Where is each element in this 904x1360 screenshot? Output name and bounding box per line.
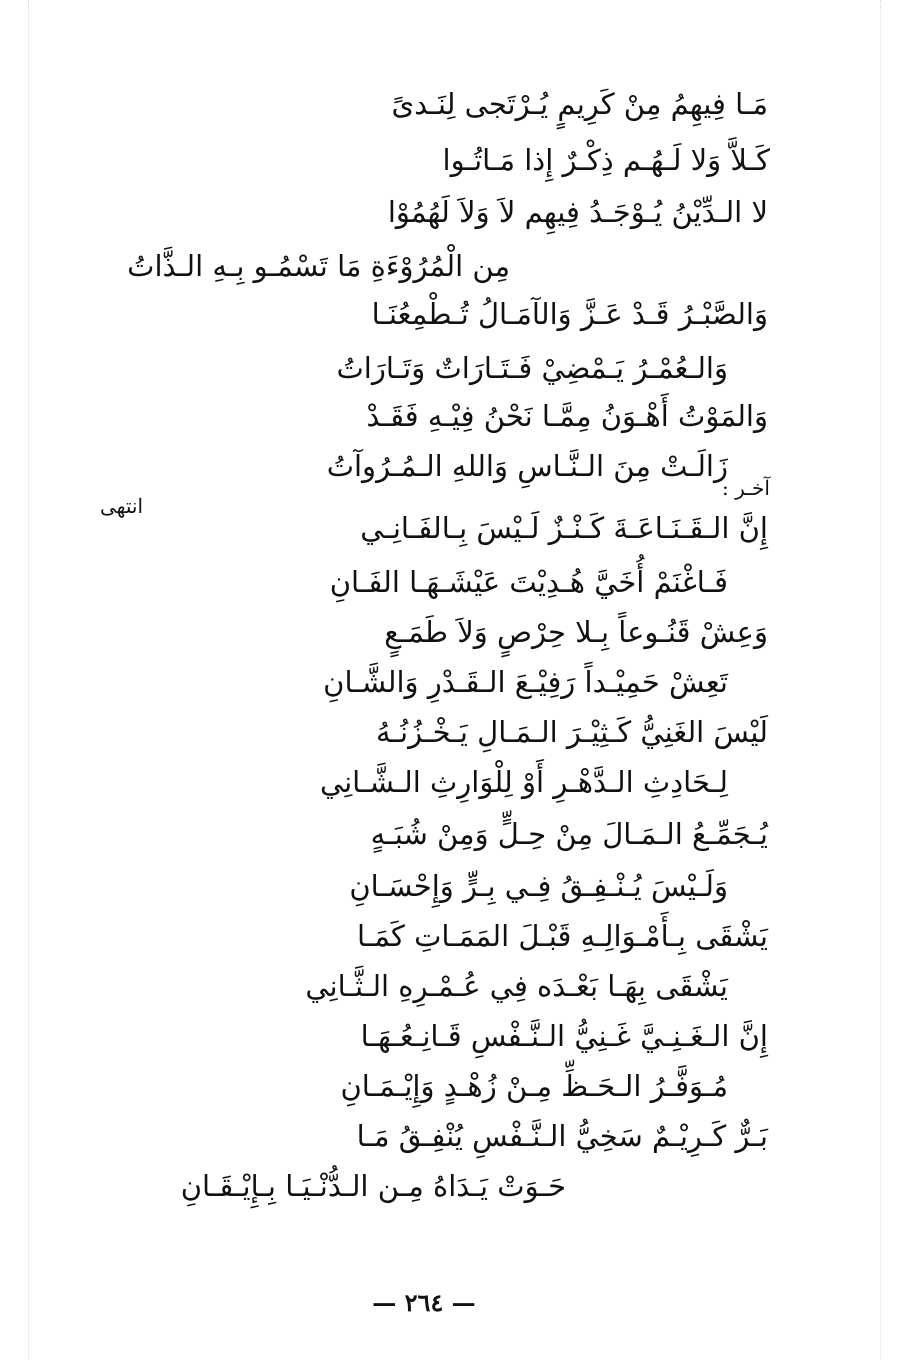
scan-guide-right xyxy=(880,0,881,1360)
verse-line-4: مِن الْمُرُوْءَةِ مَا تَسْمُـو بِـهِ الـذَّاتُ xyxy=(127,249,510,283)
verse-line-18: يَشْقَى بِهَـا بَعْـدَه فِي عُـمْـرِهِ الـثَّـانِي xyxy=(305,969,728,1003)
verse-line-6: وَالـعُمْـرُ يَـمْضِيْ فَـتَـارَاتٌ وَتَـارَاتُ xyxy=(336,351,728,385)
note-ended: انتهى xyxy=(100,494,144,518)
verse-line-22: حَـوَتْ يَـدَاهُ مِـن الـدُّنْـيَـا بِـإِيْـقَـانِ xyxy=(180,1169,566,1203)
verse-line-3: لا الـدِّيْنُ يُـوْجَـدُ فِيهِم لاَ وَلاَ لَهُمُوْا xyxy=(387,195,768,229)
verse-line-10: فَـاغْنَمْ أُخَيَّ هُـدِيْتَ عَيْشَـهَـا الفَـانِ xyxy=(329,565,728,599)
verse-line-11: وَعِشْ قَنُـوعاً بِـلا حِرْصٍ وَلاَ طَمَـعٍ xyxy=(384,615,768,649)
verse-line-9: إِنَّ الـقَـنَـاعَـةَ كَـنْـزٌ لَـيْسَ بِـالفَـانِـي xyxy=(360,511,768,545)
verse-line-7: وَالمَوْتُ أَهْـوَنُ مِمَّـا نَحْنُ فِيْـهِ فَقَـدْ xyxy=(366,399,768,433)
verse-line-8: زَالَـتْ مِنَ الـنَّـاسِ وَاللهِ الـمُـرُوآتُ xyxy=(326,449,728,483)
verse-line-20: مُـوَفَّـرُ الـحَـظِّ مِـنْ زُهْـدٍ وَإِيْـمَـانِ xyxy=(340,1069,728,1103)
note-another: آخـر : xyxy=(722,476,770,500)
verse-line-19: إِنَّ الـغَـنِـيَّ غَـنِيُّ الـنَّـفْسِ قَـانِـعُـهَـا xyxy=(360,1019,768,1053)
verse-line-1: مَـا فِيهِمُ مِنْ كَرِيمٍ يُـرْتَجى لِنَـدىً xyxy=(391,87,768,121)
verse-line-16: وَلَـيْسَ يُـنْـفِـقُ فِـي بِـرٍّ وَإِحْسَـانِ xyxy=(349,869,728,903)
verse-line-2: كَـلاَّ وَلا لَـهُـم ذِكْـرٌ إِذا مَـاتُـوا xyxy=(442,143,770,177)
verse-line-13: لَيْسَ الغَنِيُّ كَـثِيْـرَ الـمَـالِ يَـخْـزُنُـهُ xyxy=(376,715,768,749)
verse-line-15: يُـجَمِّـعُ الـمَـالَ مِنْ حِـلٍّ وَمِنْ شُبَـهٍ xyxy=(370,817,768,851)
verse-line-17: يَشْقَى بِـأَمْـوَالِـهِ قَبْـلَ المَمَـاتِ كَمَـا xyxy=(356,919,768,953)
page-number: — ٢٦٤ — xyxy=(372,1288,476,1317)
verse-line-14: لِـحَادِثِ الـدَّهْـرِ أَوْ لِلْوَارِثِ الـشَّـانِي xyxy=(319,765,728,799)
scan-guide-left xyxy=(28,0,29,1360)
verse-line-12: تَعِشْ حَمِيْـداً رَفِيْـعَ الـقَـدْرِ وَالشَّـانِ xyxy=(323,665,728,699)
verse-line-21: بَـرٌّ كَـرِيْـمٌ سَخِيُّ الـنَّـفْسِ يُنْفِـقُ مَـا xyxy=(356,1119,768,1153)
verse-line-5: وَالصَّبْـرُ قَـدْ عَـزَّ وَالآمَـالُ تُـطْمِعُنَـا xyxy=(371,297,768,331)
